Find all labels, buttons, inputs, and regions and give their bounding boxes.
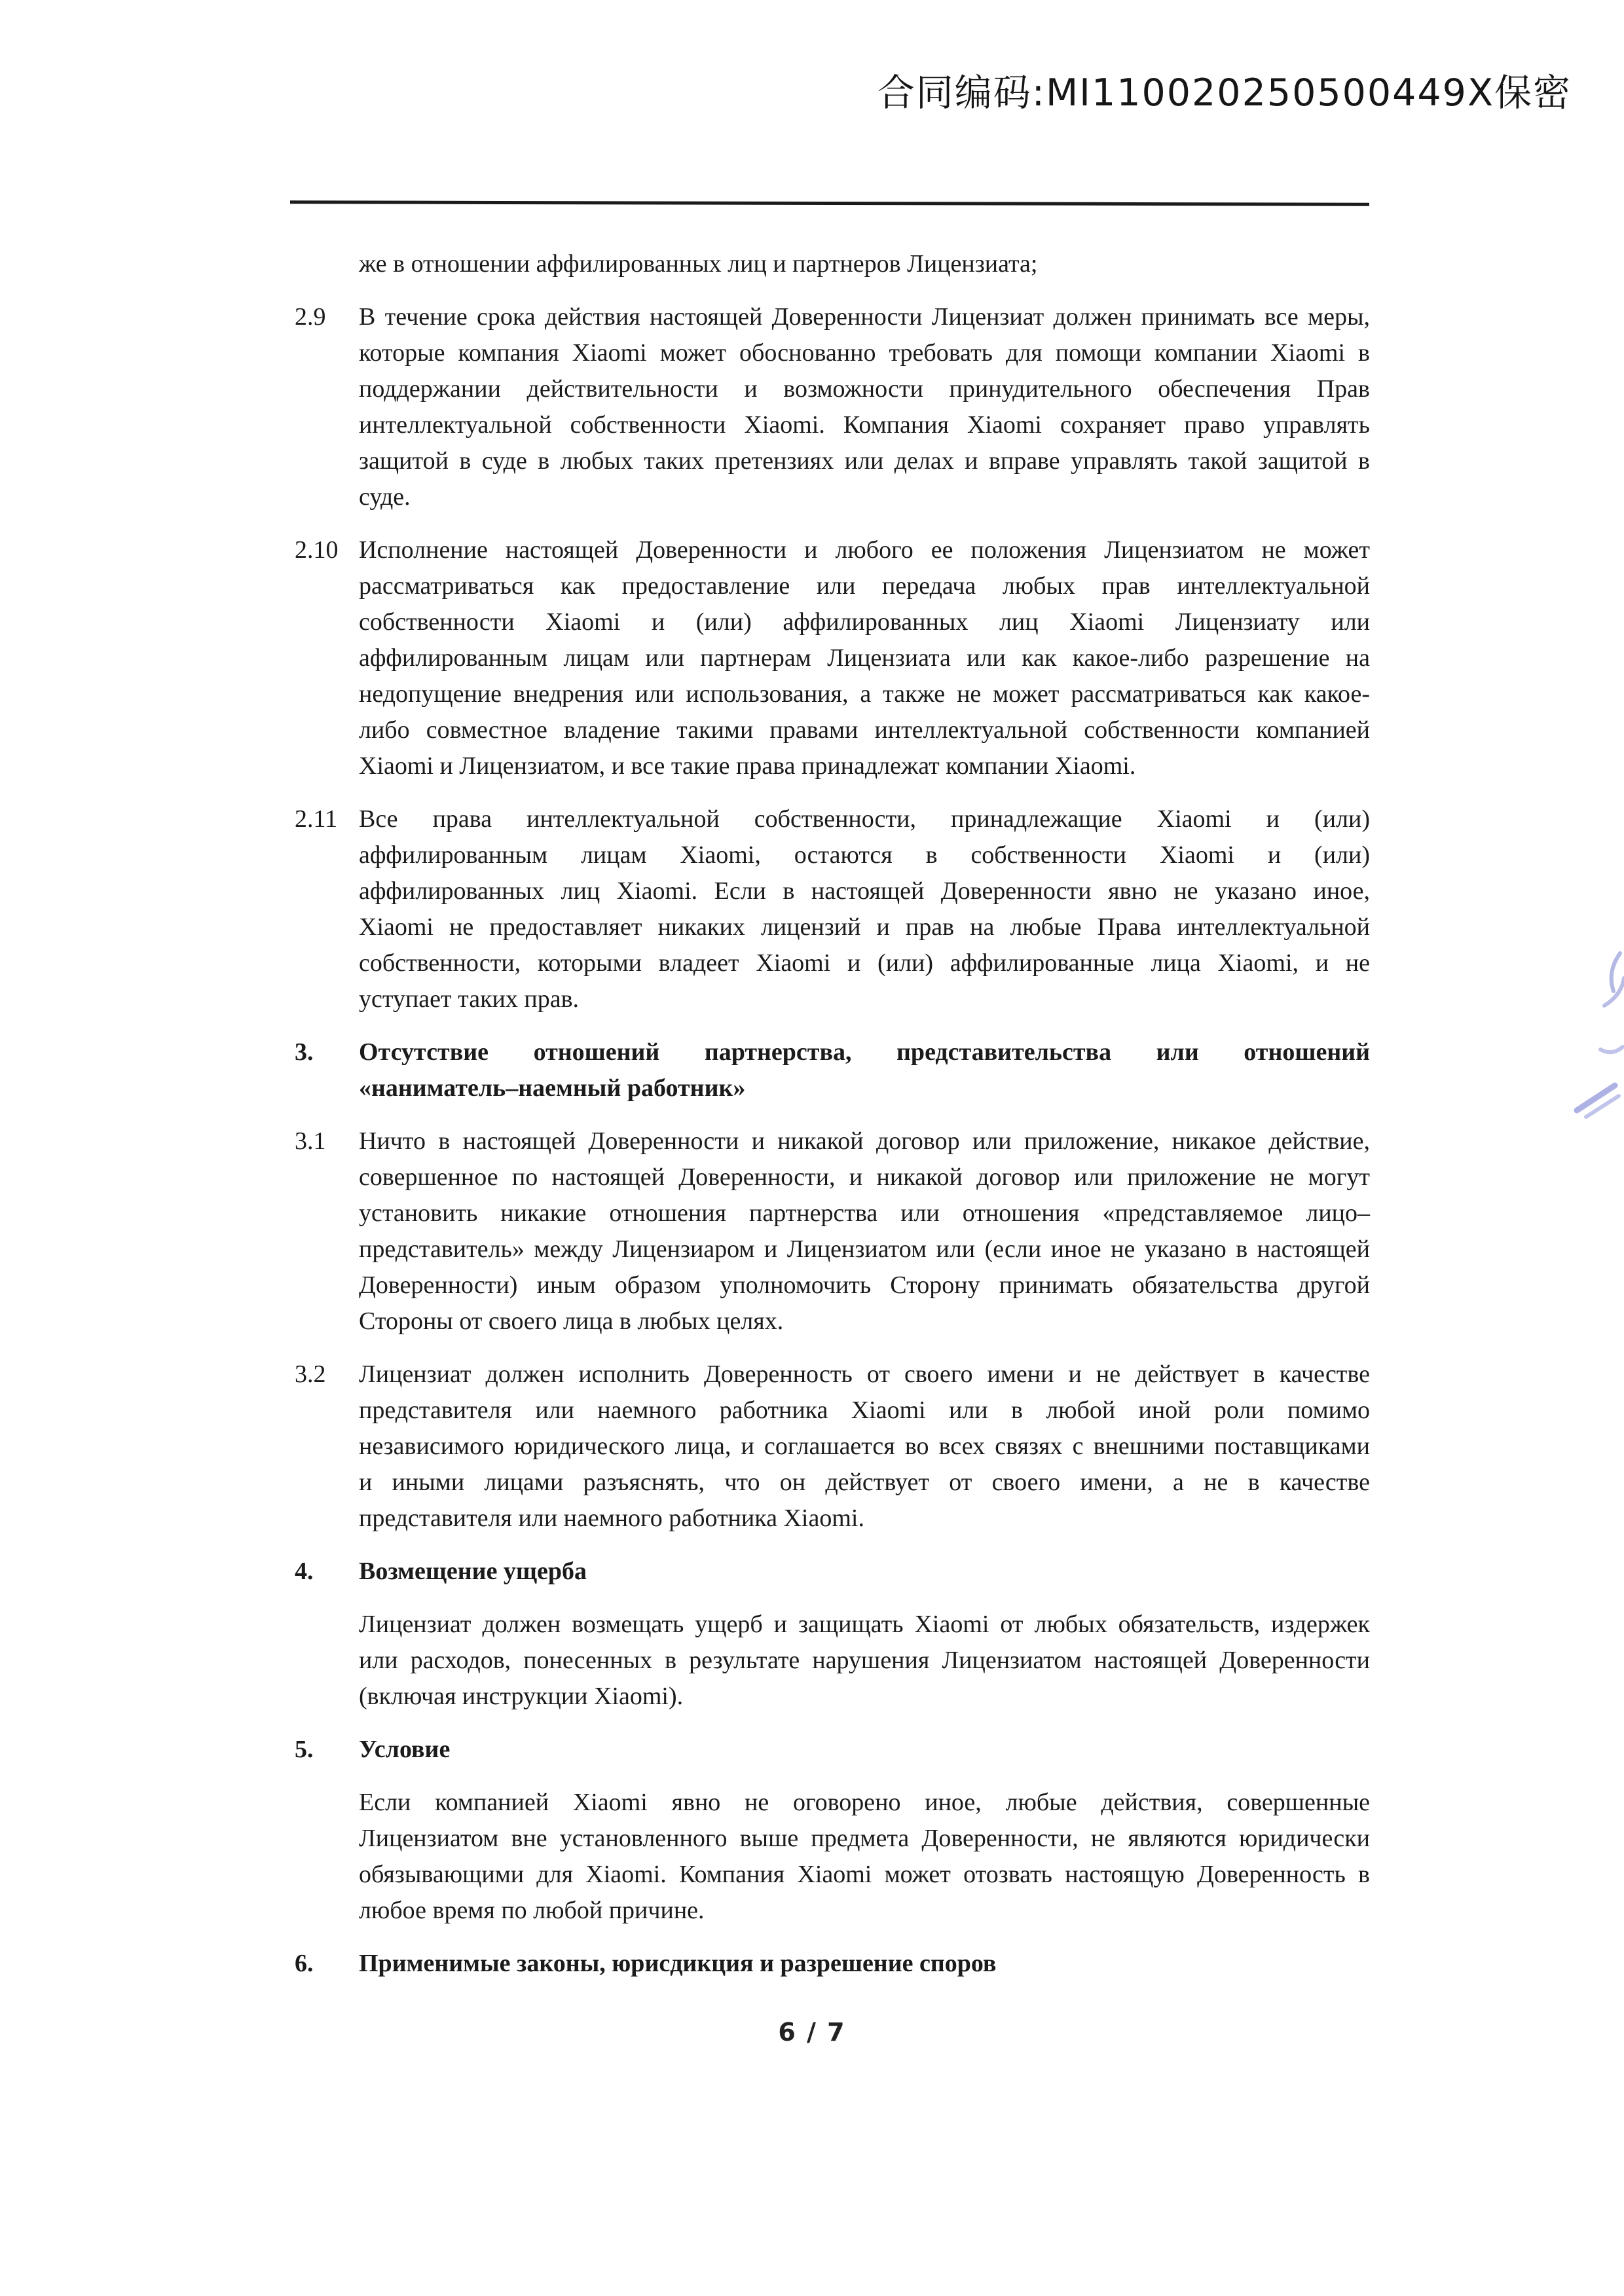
text-line: интеллектуальной собственности Xiaomi. Компания Xiaomi сохраняет право управлять [359, 411, 1370, 439]
text-line: Если компанией Xiaomi явно не оговорено иное, любые действия, совершенные [359, 1789, 1370, 1816]
text-line: Лицензиатом вне установленного выше предмета Доверенности, не являются юридически [359, 1825, 1370, 1852]
text-line: недопущение внедрения или использования, а также не может рассматриваться как какое- [359, 680, 1370, 708]
text-line: представителя или наемного работника Xiaomi. [359, 1504, 864, 1532]
clause-number: 2.10 [295, 536, 339, 564]
text-line: Стороны от своего лица в любых целях. [359, 1307, 784, 1335]
text-line: установить никакие отношения партнерства или отношения «представляемое лицо– [359, 1199, 1370, 1227]
text-line: любое время по любой причине. [359, 1897, 705, 1924]
text-line: независимого юридического лица, и соглашается во всех связях с внешними поставщиками [359, 1432, 1370, 1460]
text-line: представитель» между Лицензиаром и Лицензиатом или (если иное не указано в настоящей [359, 1235, 1370, 1263]
text-line: Возмещение ущерба [359, 1558, 587, 1585]
text-line: или расходов, понесенных в результате нарушения Лицензиатом настоящей Доверенности [359, 1647, 1370, 1674]
clause-number: 6. [295, 1950, 314, 1977]
body-paragraph [359, 1607, 1370, 1715]
section-heading [295, 1554, 1370, 1590]
text-line: защитой в суде в любых таких претензиях или делах и вправе управлять такой защитой в [359, 447, 1370, 475]
text-line: Отсутствие отношений партнерства, представительства или отношений [359, 1038, 1370, 1066]
text-line: «наниматель–наемный работник» [359, 1074, 746, 1102]
text-line: аффилированным лицам или партнерам Лицензиата или как какое-либо разрешение на [359, 644, 1370, 672]
text-line: совершенное по настоящей Доверенности, и никакой договор или приложение не могут [359, 1163, 1370, 1191]
text-line: рассматриваться как предоставление или передача любых прав интеллектуальной [359, 572, 1370, 600]
text-line: Доверенности) иным образом уполномочить Сторону принимать обязательства другой [359, 1271, 1370, 1299]
text-line: поддержании действительности и возможности принудительного обеспечения Прав [359, 375, 1370, 403]
text-line: аффилированных лиц Xiaomi. Если в настоящей Доверенности явно не указано иное, [359, 877, 1370, 905]
clause-number: 5. [295, 1736, 314, 1763]
clause-number: 3.2 [295, 1360, 326, 1388]
clause-number: 3.1 [295, 1127, 326, 1155]
body-paragraph [359, 1785, 1370, 1929]
clause-number: 3. [295, 1038, 314, 1066]
text-line: обязывающими для Xiaomi. Компания Xiaomi может отозвать настоящую Доверенность в [359, 1861, 1370, 1888]
header-divider-line [290, 200, 1369, 206]
text-line: Условие [359, 1736, 451, 1763]
body-paragraph [295, 532, 1370, 784]
section-heading [295, 1732, 1370, 1768]
clause-number: 2.9 [295, 303, 326, 331]
page-number: 6 / 7 [778, 2018, 846, 2047]
text-line: же в отношении аффилированных лиц и партнеров Лицензиата; [359, 250, 1038, 278]
body-paragraph [295, 801, 1370, 1017]
text-line: собственности Xiaomi и (или) аффилированных лиц Xiaomi Лицензиату или [359, 608, 1370, 636]
body-paragraph [359, 246, 1370, 282]
text-line: В течение срока действия настоящей Доверенности Лицензиат должен принимать все меры, [359, 303, 1370, 331]
clause-number: 4. [295, 1558, 314, 1585]
text-line: Лицензиат должен исполнить Доверенность от своего имени и не действует в качестве [359, 1360, 1370, 1388]
text-line: (включая инструкции Xiaomi). [359, 1683, 684, 1710]
text-line: Применимые законы, юрисдикция и разрешение споров [359, 1950, 997, 1977]
blue-ink-marks [1564, 941, 1624, 1131]
text-line: уступает таких прав. [359, 985, 580, 1013]
text-line: представителя или наемного работника Xiaomi или в любой иной роли помимо [359, 1396, 1370, 1424]
document-body [295, 246, 1370, 1999]
text-line: Ничто в настоящей Доверенности и никакой договор или приложение, никакое действие, [359, 1127, 1370, 1155]
body-paragraph [295, 1123, 1370, 1339]
section-heading [295, 1034, 1370, 1106]
text-line: Xiaomi не предоставляет никаких лицензий и прав на любые Права интеллектуальной [359, 913, 1370, 941]
body-paragraph [295, 1357, 1370, 1537]
text-line: и иными лицами разъяснять, что он действует от своего имени, а не в качестве [359, 1468, 1370, 1496]
clause-number: 2.11 [295, 805, 338, 833]
text-line: Xiaomi и Лицензиатом, и все такие права принадлежат компании Xiaomi. [359, 752, 1136, 780]
text-line: суде. [359, 483, 411, 511]
text-line: которые компания Xiaomi может обоснованно требовать для помощи компании Xiaomi в [359, 339, 1370, 367]
section-heading [295, 1946, 1370, 1982]
text-line: Все права интеллектуальной собственности, принадлежащие Xiaomi и (или) [359, 805, 1370, 833]
body-paragraph [295, 299, 1370, 515]
text-line: либо совместное владение такими правами интеллектуальной собственности компанией [359, 716, 1370, 744]
contract-code-header: 合同编码:MI110020250500449X保密 [877, 71, 1572, 115]
text-line: аффилированным лицам Xiaomi, остаются в собственности Xiaomi и (или) [359, 841, 1370, 869]
text-line: собственности, которыми владеет Xiaomi и (или) аффилированные лица Xiaomi, и не [359, 949, 1370, 977]
text-line: Исполнение настоящей Доверенности и любого ее положения Лицензиатом не может [359, 536, 1370, 564]
text-line: Лицензиат должен возмещать ущерб и защищать Xiaomi от любых обязательств, издержек [359, 1611, 1370, 1638]
